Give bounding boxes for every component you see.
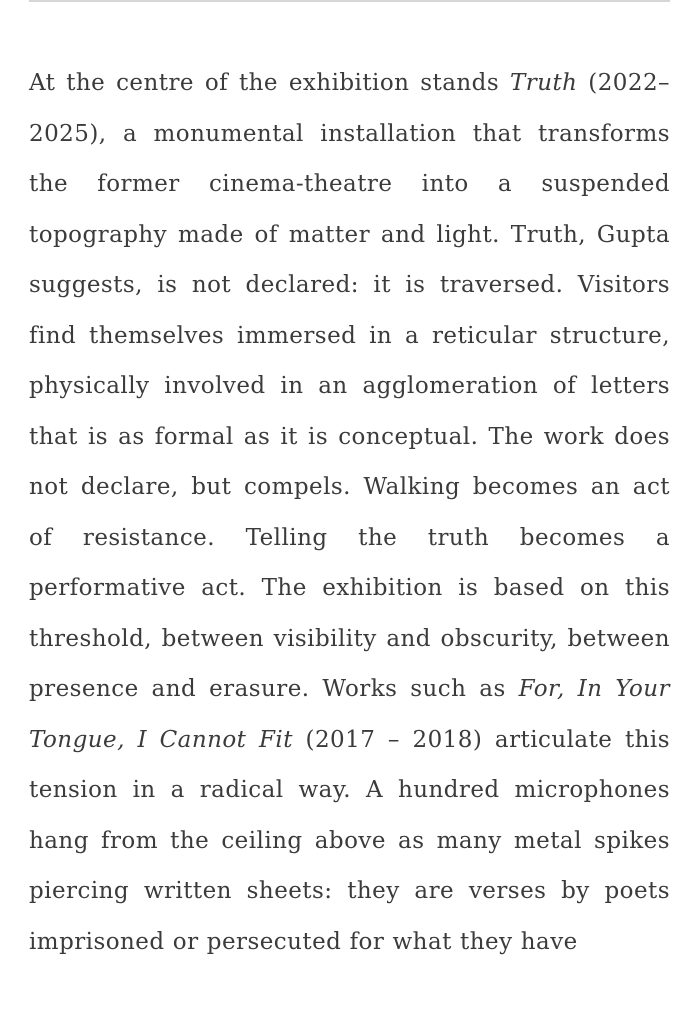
text-segment-3: (2017 – 2018) articulate this tension in a radical way. A hundred microphones hang from the ceiling above as many metal spikes piercing written sheets: they are verses by poets imprisoned or persecuted for what they have (29, 726, 670, 955)
text-segment-1: At the centre of the exhibition stands (29, 70, 510, 96)
text-segment-2: (2022–2025), a monumental installation that transforms the former cinema-theatre into a suspended topography made of matter and light. Truth, Gupta suggests, is not declared: it is traversed. Visitors find themselves immersed in a reticular structure, physically involved in an agglomeration of letters that is as formal as it is conceptual. The work does not declare, but compels. Walking becomes an act of resistance. Telling the truth becomes a performative act. The exhibition is based on this threshold, between visibility and obscurity, between presence and erasure. Works such as (29, 70, 670, 702)
artwork-title-for-in-your-tongue: For, In Your Tongue, I Cannot Fit (29, 676, 670, 753)
top-divider (29, 0, 670, 2)
artwork-title-truth: Truth (509, 70, 578, 96)
article-paragraph (29, 58, 670, 967)
